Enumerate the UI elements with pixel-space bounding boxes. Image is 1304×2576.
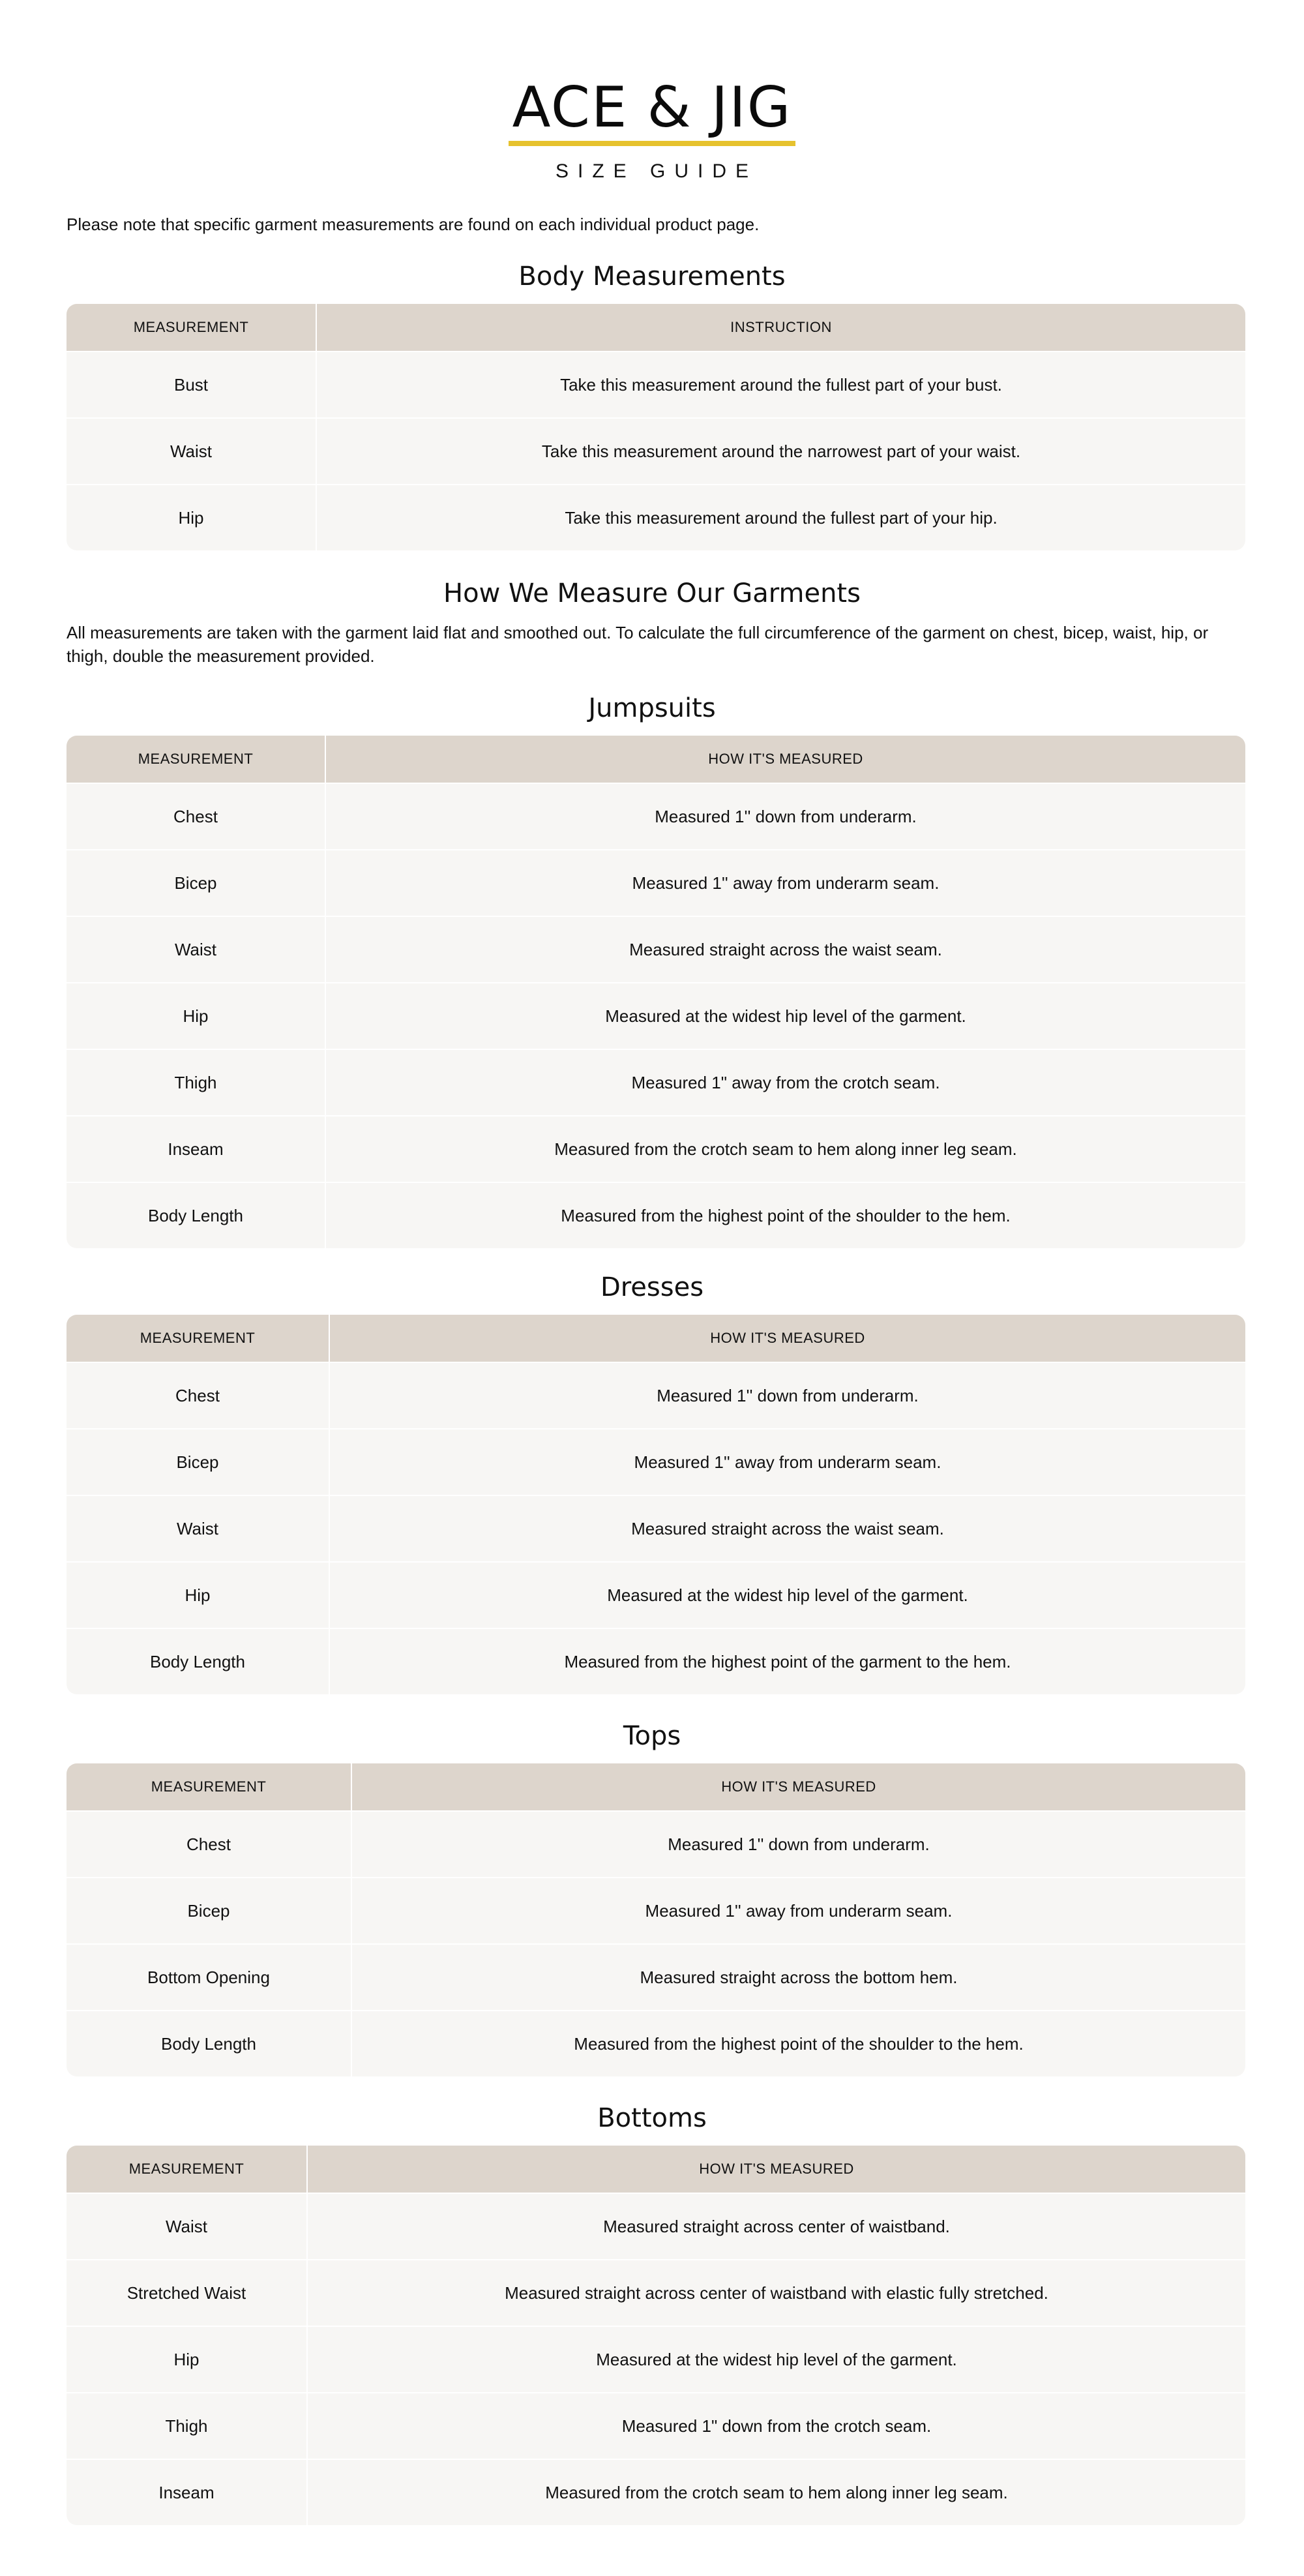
measurement-instruction-cell: Take this measurement around the fullest part of your bust. — [560, 374, 1002, 395]
table-row — [67, 982, 1245, 1049]
tops-header-row — [67, 1763, 1245, 1810]
measurement-name-cell: Chest — [67, 1812, 352, 1877]
measurement-instruction-cell: Measured 1'' away from underarm seam. — [632, 873, 940, 893]
table-row — [67, 1495, 1245, 1561]
how-we-measure-title: How We Measure Our Garments — [443, 578, 861, 608]
measurement-instruction-cell: Measured at the widest hip level of the garment. — [607, 1585, 968, 1605]
measurement-name-cell: Waist — [67, 1496, 330, 1561]
measurement-name-cell: Inseam — [67, 1116, 326, 1182]
table-row — [67, 1182, 1245, 1248]
table-row — [67, 1810, 1245, 1877]
measurement-name-cell: Hip — [67, 1563, 330, 1628]
dresses-header-row — [67, 1315, 1245, 1362]
brand-logo: ACE & JIG — [509, 77, 796, 146]
column-header: INSTRUCTION — [730, 319, 832, 335]
dresses-table — [67, 1315, 1245, 1694]
table-row — [67, 1628, 1245, 1694]
measurement-name-cell: Body Length — [67, 1183, 326, 1248]
table-row — [67, 2259, 1245, 2326]
column-header: MEASUREMENT — [67, 304, 317, 351]
size-guide-subtitle: SIZE GUIDE — [555, 160, 758, 182]
column-header: HOW IT'S MEASURED — [699, 2161, 854, 2177]
column-header: HOW IT'S MEASURED — [708, 751, 863, 767]
measurement-instruction-cell: Measured from the crotch seam to hem along inner leg seam. — [545, 2482, 1008, 2502]
measurement-instruction-cell: Measured 1'' down from underarm. — [655, 806, 917, 826]
measurement-instruction-cell: Measured 1" down from the crotch seam. — [621, 2416, 932, 2436]
measurement-instruction-cell: Measured 1'' down from underarm. — [668, 1834, 930, 1854]
table-row — [67, 783, 1245, 849]
measurement-instruction-cell: Measured from the highest point of the shoulder to the hem. — [574, 2033, 1024, 2054]
measurement-instruction-cell: Measured 1'' down from underarm. — [657, 1385, 919, 1405]
measurement-name-cell: Bicep — [67, 1430, 330, 1495]
table-row — [67, 916, 1245, 982]
jumpsuits-table — [67, 736, 1245, 1248]
measurement-instruction-cell: Measured at the widest hip level of the garment. — [605, 1006, 966, 1026]
table-row — [67, 351, 1245, 417]
measurement-name-cell: Body Length — [67, 1629, 330, 1694]
column-header: MEASUREMENT — [67, 736, 326, 783]
measurement-name-cell: Waist — [67, 419, 317, 484]
measurement-name-cell: Inseam — [67, 2460, 308, 2525]
measurement-name-cell: Bottom Opening — [67, 1945, 352, 2010]
column-header: MEASUREMENT — [67, 1315, 330, 1362]
measurement-instruction-cell: Measured straight across center of waistband. — [603, 2216, 950, 2236]
table-row — [67, 484, 1245, 550]
how-we-measure-description: All measurements are taken with the garment laid flat and smoothed out. To calculate the full circumference of the garment on chest, bicep, waist, hip, or thigh, double the measurement provided. — [67, 623, 1209, 666]
measurement-name-cell: Bicep — [67, 850, 326, 916]
measurement-name-cell: Hip — [67, 485, 317, 550]
measurement-instruction-cell: Take this measurement around the narrowest part of your waist. — [541, 441, 1021, 461]
measurement-instruction-cell: Measured straight across the waist seam. — [629, 939, 942, 959]
jumpsuits-header-row — [67, 736, 1245, 783]
measurement-name-cell: Hip — [67, 983, 326, 1049]
table-row — [67, 417, 1245, 484]
column-header: MEASUREMENT — [67, 1763, 352, 1810]
bottoms-header-row — [67, 2146, 1245, 2193]
table-row — [67, 1049, 1245, 1115]
measurement-name-cell: Thigh — [67, 1050, 326, 1115]
table-row — [67, 849, 1245, 916]
measurement-name-cell: Body Length — [67, 2011, 352, 2076]
table-row — [67, 2193, 1245, 2259]
table-row — [67, 2326, 1245, 2392]
measurement-name-cell: Bicep — [67, 1878, 352, 1943]
bottoms-title: Bottoms — [597, 2103, 707, 2133]
dresses-title: Dresses — [600, 1272, 704, 1302]
measurement-instruction-cell: Measured straight across center of waistband with elastic fully stretched. — [505, 2283, 1048, 2303]
measurement-instruction-cell: Measured straight across the bottom hem. — [640, 1967, 958, 1987]
column-header: HOW IT'S MEASURED — [721, 1778, 876, 1795]
measurement-name-cell: Waist — [67, 2194, 308, 2259]
brand-header — [0, 77, 1304, 183]
bottoms-table — [67, 2146, 1245, 2525]
measurement-name-cell: Bust — [67, 352, 317, 417]
column-header: HOW IT'S MEASURED — [710, 1330, 865, 1346]
table-row — [67, 2392, 1245, 2459]
measurement-instruction-cell: Measured straight across the waist seam. — [631, 1518, 944, 1538]
table-row — [67, 1561, 1245, 1628]
measurement-instruction-cell: Measured from the highest point of the garment to the hem. — [564, 1651, 1011, 1671]
product-page-note: Please note that specific garment measurements are found on each individual product page. — [67, 215, 760, 234]
measurement-instruction-cell: Measured 1" away from the crotch seam. — [631, 1072, 940, 1092]
table-row — [67, 2459, 1245, 2525]
table-row — [67, 1943, 1245, 2010]
measurement-name-cell: Waist — [67, 917, 326, 982]
body-measurements-header-row — [67, 304, 1245, 351]
measurement-name-cell: Hip — [67, 2327, 308, 2392]
body-measurements-title: Body Measurements — [518, 262, 786, 292]
measurement-instruction-cell: Measured 1'' away from underarm seam. — [634, 1452, 941, 1472]
table-row — [67, 1115, 1245, 1182]
measurement-name-cell: Stretched Waist — [67, 2260, 308, 2326]
tops-title: Tops — [623, 1721, 681, 1751]
measurement-instruction-cell: Measured from the highest point of the shoulder to the hem. — [561, 1205, 1011, 1225]
table-row — [67, 1428, 1245, 1495]
table-row — [67, 2010, 1245, 2076]
table-row — [67, 1362, 1245, 1428]
measurement-name-cell: Chest — [67, 784, 326, 849]
measurement-instruction-cell: Measured from the crotch seam to hem along inner leg seam. — [554, 1139, 1017, 1159]
jumpsuits-title: Jumpsuits — [588, 693, 716, 723]
measurement-name-cell: Chest — [67, 1363, 330, 1428]
measurement-instruction-cell: Take this measurement around the fullest part of your hip. — [565, 507, 998, 528]
measurement-instruction-cell: Measured 1'' away from underarm seam. — [645, 1900, 953, 1921]
tops-table — [67, 1763, 1245, 2076]
measurement-instruction-cell: Measured at the widest hip level of the garment. — [596, 2349, 957, 2369]
measurement-name-cell: Thigh — [67, 2393, 308, 2459]
column-header: MEASUREMENT — [67, 2146, 308, 2193]
table-row — [67, 1877, 1245, 1943]
body-measurements-table — [67, 304, 1245, 550]
